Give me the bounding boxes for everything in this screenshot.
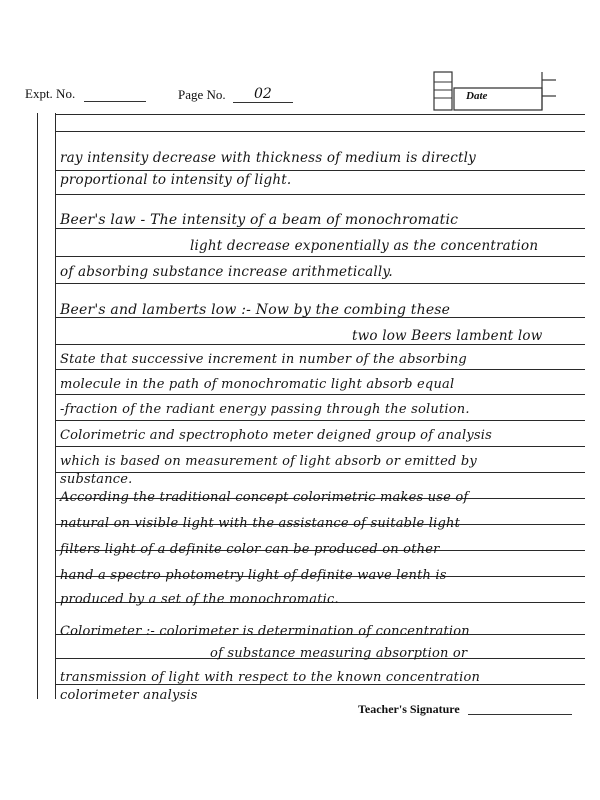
expt-no-label: Expt. No. — [25, 86, 76, 101]
rule-line — [55, 114, 585, 115]
text-line: ray intensity decrease with thickness of medium is directly — [60, 150, 476, 166]
text-line: hand a spectro photometry light of definite wave lenth is — [60, 568, 447, 583]
teacher-signature-label: Teacher's Signature — [358, 702, 460, 716]
rule-line — [55, 170, 585, 171]
text-line: proportional to intensity of light. — [60, 172, 292, 188]
rule-line — [55, 228, 585, 229]
rule-line — [55, 394, 585, 395]
rule-line — [55, 472, 585, 473]
rule-line — [55, 256, 585, 257]
margin-line — [55, 113, 56, 699]
text-line: transmission of light with respect to the known concentration — [60, 670, 481, 685]
rule-line — [55, 344, 585, 345]
text-line: Colorimeter :- colorimeter is determination of concentration — [60, 624, 470, 639]
text-line: Beer's and lamberts low :- Now by the combing these — [60, 302, 451, 318]
page-no-label: Page No. — [178, 87, 226, 102]
text-line: State that successive increment in number of the absorbing — [60, 352, 467, 367]
rule-line — [55, 420, 585, 421]
expt-no-blank — [84, 101, 146, 102]
text-line: light decrease exponentially as the concentration — [190, 238, 539, 254]
text-line: two low Beers lambent low — [352, 328, 543, 344]
text-line: Colorimetric and spectrophoto meter deigned group of analysis — [60, 428, 493, 443]
signature-blank — [468, 714, 572, 715]
rule-line — [55, 446, 585, 447]
text-line: substance. — [60, 472, 133, 487]
rule-line — [55, 369, 585, 370]
text-line: of absorbing substance increase arithmetically. — [60, 264, 393, 280]
text-line: colorimeter analysis — [60, 688, 198, 703]
rule-line — [55, 194, 585, 195]
date-box-icon — [424, 68, 564, 116]
rule-line — [55, 131, 585, 132]
text-line: of substance measuring absorption or — [210, 646, 468, 661]
page-no-field — [178, 86, 293, 103]
text-line: filters light of a definite color can be produced on other — [60, 542, 440, 557]
text-line: molecule in the path of monochromatic light absorb equal — [60, 377, 455, 392]
text-line: natural on visible light with the assistance of suitable light — [60, 516, 461, 531]
text-line: According the traditional concept colorimetric makes use of — [60, 490, 469, 505]
text-line: Beer's law - The intensity of a beam of monochromatic — [60, 212, 459, 228]
expt-no-field — [25, 86, 146, 102]
page-no-value: 02 — [233, 86, 293, 103]
date-label: Date — [466, 90, 488, 102]
text-line: produced by a set of the monochromatic. — [60, 592, 339, 607]
rule-line — [55, 283, 585, 284]
text-line: which is based on measurement of light absorb or emitted by — [60, 454, 477, 469]
margin-line — [37, 113, 38, 699]
text-line: -fraction of the radiant energy passing through the solution. — [60, 402, 470, 417]
